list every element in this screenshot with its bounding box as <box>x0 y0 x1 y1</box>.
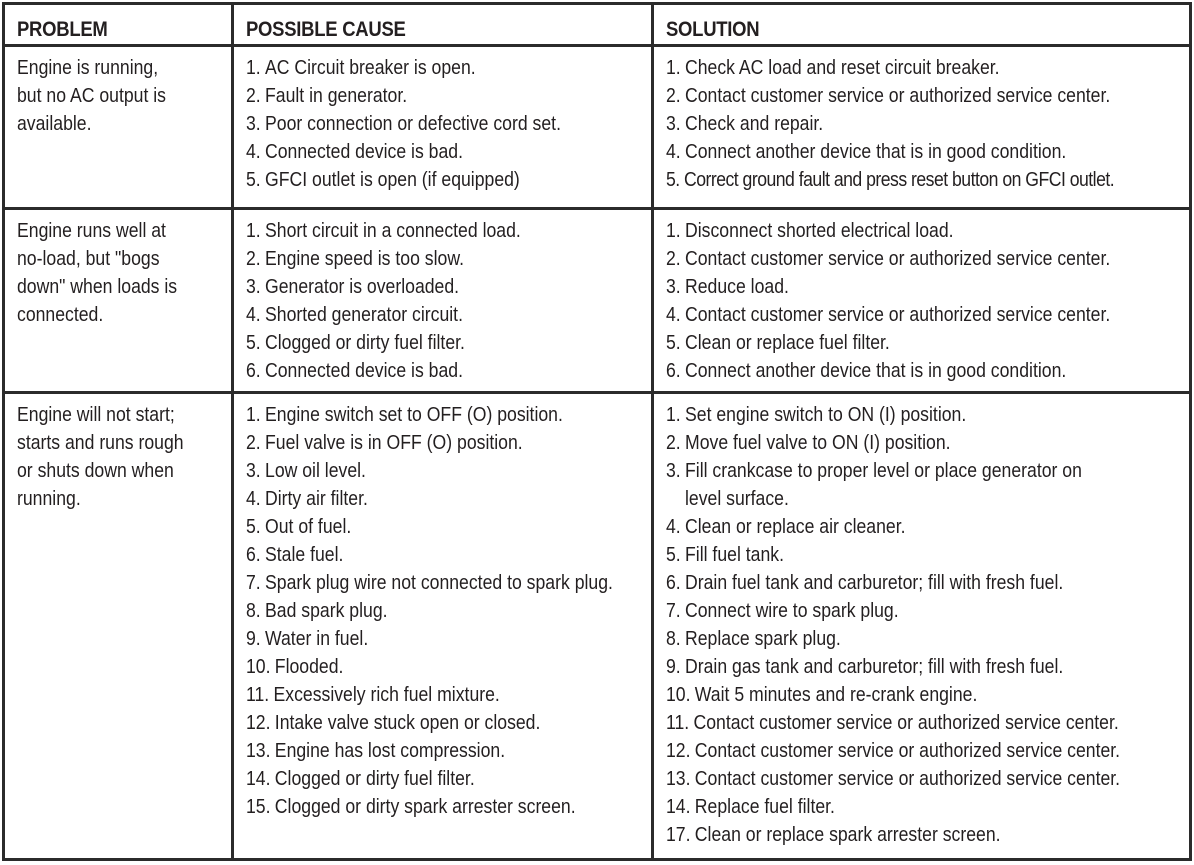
cause-item <box>246 457 657 485</box>
cause-item <box>246 485 657 513</box>
solution-item <box>666 357 1194 385</box>
item-number: 4. <box>246 140 261 163</box>
item-number: 2. <box>666 84 681 107</box>
problem-text: no-load, but "bogs <box>17 247 160 270</box>
solution-item <box>666 793 1194 821</box>
item-number: 3. <box>246 112 261 135</box>
item-text: Poor connection or defective cord set. <box>265 112 561 135</box>
solution-item <box>666 54 1194 82</box>
cause-item <box>246 765 657 793</box>
item-text: Connect wire to spark plug. <box>685 599 899 622</box>
problem-text: or shuts down when <box>17 459 174 482</box>
item-text: Correct ground fault and press reset button on GFCI outlet. <box>683 168 1115 191</box>
item-number: 13. <box>666 767 691 790</box>
problem-text: Engine is running, <box>17 56 159 79</box>
header-solution <box>653 4 1191 46</box>
cause-item <box>246 401 657 429</box>
item-number: 2. <box>246 84 261 107</box>
problem-cell <box>4 46 233 209</box>
solution-item <box>666 653 1194 681</box>
solution-item <box>666 217 1194 245</box>
problem-text: but no AC output is <box>17 84 166 107</box>
item-text: Shorted generator circuit. <box>265 303 463 326</box>
solution-item <box>666 737 1194 765</box>
header-solution-label: SOLUTION <box>666 18 760 41</box>
item-number: 11. <box>246 683 270 706</box>
header-possible-cause <box>233 4 653 46</box>
item-number: 15. <box>246 795 271 818</box>
solution-item <box>666 597 1194 625</box>
item-text: Fault in generator. <box>265 84 408 107</box>
item-number: 11. <box>666 711 690 734</box>
item-text: Engine switch set to OFF (O) position. <box>265 403 563 426</box>
item-number: 7. <box>666 599 681 622</box>
item-text: Move fuel valve to ON (I) position. <box>685 431 951 454</box>
solution-item <box>666 301 1194 329</box>
solution-item <box>666 429 1194 457</box>
item-number: 2. <box>666 247 681 270</box>
item-number: 3. <box>246 275 261 298</box>
cause-item <box>246 138 657 166</box>
item-text: Bad spark plug. <box>265 599 388 622</box>
cause-item <box>246 513 657 541</box>
problem-text: Engine will not start; <box>17 403 175 426</box>
item-number: 14. <box>246 767 271 790</box>
item-number: 9. <box>246 627 261 650</box>
table-row <box>4 393 1191 860</box>
item-text-line: Fill crankcase to proper level or place generator on <box>685 459 1082 482</box>
item-text: Reduce load. <box>685 275 789 298</box>
item-text: Connect another device that is in good condition. <box>685 359 1067 382</box>
item-text: Contact customer service or authorized service center. <box>693 711 1119 734</box>
problem-text: connected. <box>17 303 104 326</box>
item-text: Flooded. <box>274 655 344 678</box>
item-text: Contact customer service or authorized service center. <box>694 739 1121 762</box>
item-text: Out of fuel. <box>265 515 352 538</box>
item-text: AC Circuit breaker is open. <box>265 56 476 79</box>
solution-item <box>666 765 1194 793</box>
cause-item <box>246 737 657 765</box>
item-number: 17. <box>666 823 691 846</box>
item-text: Connected device is bad. <box>265 140 464 163</box>
problem-text: available. <box>17 112 92 135</box>
solution-item <box>666 681 1194 709</box>
problem-cell <box>4 209 233 393</box>
item-text: Connect another device that is in good condition. <box>685 140 1067 163</box>
item-text: Excessively rich fuel mixture. <box>273 683 500 706</box>
item-text: Engine has lost compression. <box>274 739 506 762</box>
item-text: Dirty air filter. <box>265 487 368 510</box>
item-text: Replace spark plug. <box>685 627 841 650</box>
item-text <box>685 457 1082 513</box>
table-header-row <box>4 4 1191 46</box>
cause-item <box>246 217 657 245</box>
cause-item <box>246 273 657 301</box>
header-problem <box>4 4 233 46</box>
item-number: 3. <box>666 275 681 298</box>
cause-item <box>246 569 657 597</box>
cause-item <box>246 541 657 569</box>
item-number: 10. <box>246 655 271 678</box>
item-number: 8. <box>246 599 261 622</box>
item-number: 4. <box>666 140 681 163</box>
cause-item <box>246 245 657 273</box>
item-text: Short circuit in a connected load. <box>265 219 521 242</box>
item-text: Contact customer service or authorized service center. <box>694 767 1121 790</box>
item-text: Water in fuel. <box>265 627 369 650</box>
cause-cell <box>233 393 653 860</box>
solution-item <box>666 166 1194 194</box>
solution-item <box>666 401 1194 429</box>
cause-item <box>246 357 657 385</box>
item-text: Check AC load and reset circuit breaker. <box>685 56 1000 79</box>
item-number: 5. <box>666 168 680 191</box>
item-number: 4. <box>666 515 681 538</box>
solution-item <box>666 513 1194 541</box>
item-number: 9. <box>666 655 681 678</box>
cause-item <box>246 429 657 457</box>
problem-text: starts and runs rough <box>17 431 184 454</box>
solution-item <box>666 138 1194 166</box>
solution-item <box>666 569 1194 597</box>
solution-item <box>666 329 1194 357</box>
item-text: Replace fuel filter. <box>694 795 835 818</box>
problem-text: Engine runs well at <box>17 219 166 242</box>
item-number: 5. <box>666 331 681 354</box>
solution-item <box>666 625 1194 653</box>
cause-item <box>246 625 657 653</box>
cause-item <box>246 597 657 625</box>
solution-item <box>666 821 1194 849</box>
item-text: Contact customer service or authorized service center. <box>685 303 1111 326</box>
solution-item <box>666 541 1194 569</box>
solution-cell <box>653 209 1191 393</box>
cause-item <box>246 301 657 329</box>
item-number: 1. <box>246 56 261 79</box>
cause-item <box>246 110 657 138</box>
problem-cell <box>4 393 233 860</box>
item-text: Stale fuel. <box>265 543 344 566</box>
item-number: 5. <box>246 168 261 191</box>
item-number: 2. <box>666 431 681 454</box>
item-number: 3. <box>246 459 261 482</box>
problem-text: running. <box>17 487 81 510</box>
cause-cell <box>233 209 653 393</box>
cause-item <box>246 329 657 357</box>
item-number: 1. <box>246 219 261 242</box>
solution-item <box>666 82 1194 110</box>
cause-item <box>246 82 657 110</box>
cause-item <box>246 793 657 821</box>
item-number: 6. <box>246 543 261 566</box>
item-number: 14. <box>666 795 691 818</box>
item-number: 4. <box>666 303 681 326</box>
item-number: 6. <box>666 359 681 382</box>
item-number: 12. <box>246 711 271 734</box>
solution-item <box>666 709 1194 737</box>
item-number: 7. <box>246 571 261 594</box>
item-text: Low oil level. <box>265 459 366 482</box>
item-text: Contact customer service or authorized service center. <box>685 84 1111 107</box>
item-text: Contact customer service or authorized service center. <box>685 247 1111 270</box>
item-text: Fuel valve is in OFF (O) position. <box>265 431 523 454</box>
item-number: 1. <box>666 56 681 79</box>
item-text: Wait 5 minutes and re-crank engine. <box>694 683 978 706</box>
item-text: Clean or replace spark arrester screen. <box>694 823 1001 846</box>
item-text-line: level surface. <box>685 487 789 510</box>
item-number: 3. <box>666 112 681 135</box>
item-text: Disconnect shorted electrical load. <box>685 219 954 242</box>
item-text: Generator is overloaded. <box>265 275 460 298</box>
solution-item <box>666 273 1194 301</box>
item-number: 2. <box>246 247 261 270</box>
item-number: 5. <box>246 515 261 538</box>
item-number: 10. <box>666 683 691 706</box>
item-number: 1. <box>666 219 681 242</box>
item-text: Intake valve stuck open or closed. <box>274 711 541 734</box>
cause-cell <box>233 46 653 209</box>
item-text: Clogged or dirty fuel filter. <box>265 331 465 354</box>
item-number: 6. <box>666 571 681 594</box>
item-number: 6. <box>246 359 261 382</box>
item-text: Clean or replace fuel filter. <box>685 331 890 354</box>
item-text: Engine speed is too slow. <box>265 247 464 270</box>
table-row <box>4 209 1191 393</box>
solution-item <box>666 110 1194 138</box>
item-number: 4. <box>246 487 261 510</box>
item-number: 4. <box>246 303 261 326</box>
item-text: GFCI outlet is open (if equipped) <box>265 168 520 191</box>
cause-item <box>246 54 657 82</box>
item-text: Fill fuel tank. <box>685 543 784 566</box>
item-number: 3. <box>666 459 681 482</box>
item-number: 13. <box>246 739 271 762</box>
cause-item <box>246 681 657 709</box>
item-number: 5. <box>246 331 261 354</box>
item-number: 8. <box>666 627 681 650</box>
problem-text: down" when loads is <box>17 275 178 298</box>
item-number: 12. <box>666 739 691 762</box>
item-number: 1. <box>246 403 261 426</box>
solution-item <box>666 457 1194 513</box>
troubleshooting-table <box>2 2 1192 861</box>
item-text: Connected device is bad. <box>265 359 464 382</box>
item-number: 2. <box>246 431 261 454</box>
table-row <box>4 46 1191 209</box>
item-text: Clean or replace air cleaner. <box>685 515 906 538</box>
item-number: 1. <box>666 403 681 426</box>
item-text: Spark plug wire not connected to spark plug. <box>265 571 613 594</box>
item-text: Clogged or dirty spark arrester screen. <box>274 795 576 818</box>
header-possible-cause-label: POSSIBLE CAUSE <box>246 18 406 41</box>
item-number: 5. <box>666 543 681 566</box>
cause-item <box>246 653 657 681</box>
solution-item <box>666 245 1194 273</box>
item-text: Clogged or dirty fuel filter. <box>274 767 475 790</box>
solution-cell <box>653 46 1191 209</box>
item-text: Drain fuel tank and carburetor; fill with fresh fuel. <box>685 571 1064 594</box>
cause-item <box>246 166 657 194</box>
solution-cell <box>653 393 1191 860</box>
cause-item <box>246 709 657 737</box>
item-text: Set engine switch to ON (I) position. <box>685 403 967 426</box>
item-text: Drain gas tank and carburetor; fill with fresh fuel. <box>685 655 1064 678</box>
header-problem-label: PROBLEM <box>17 18 108 41</box>
item-text: Check and repair. <box>685 112 824 135</box>
